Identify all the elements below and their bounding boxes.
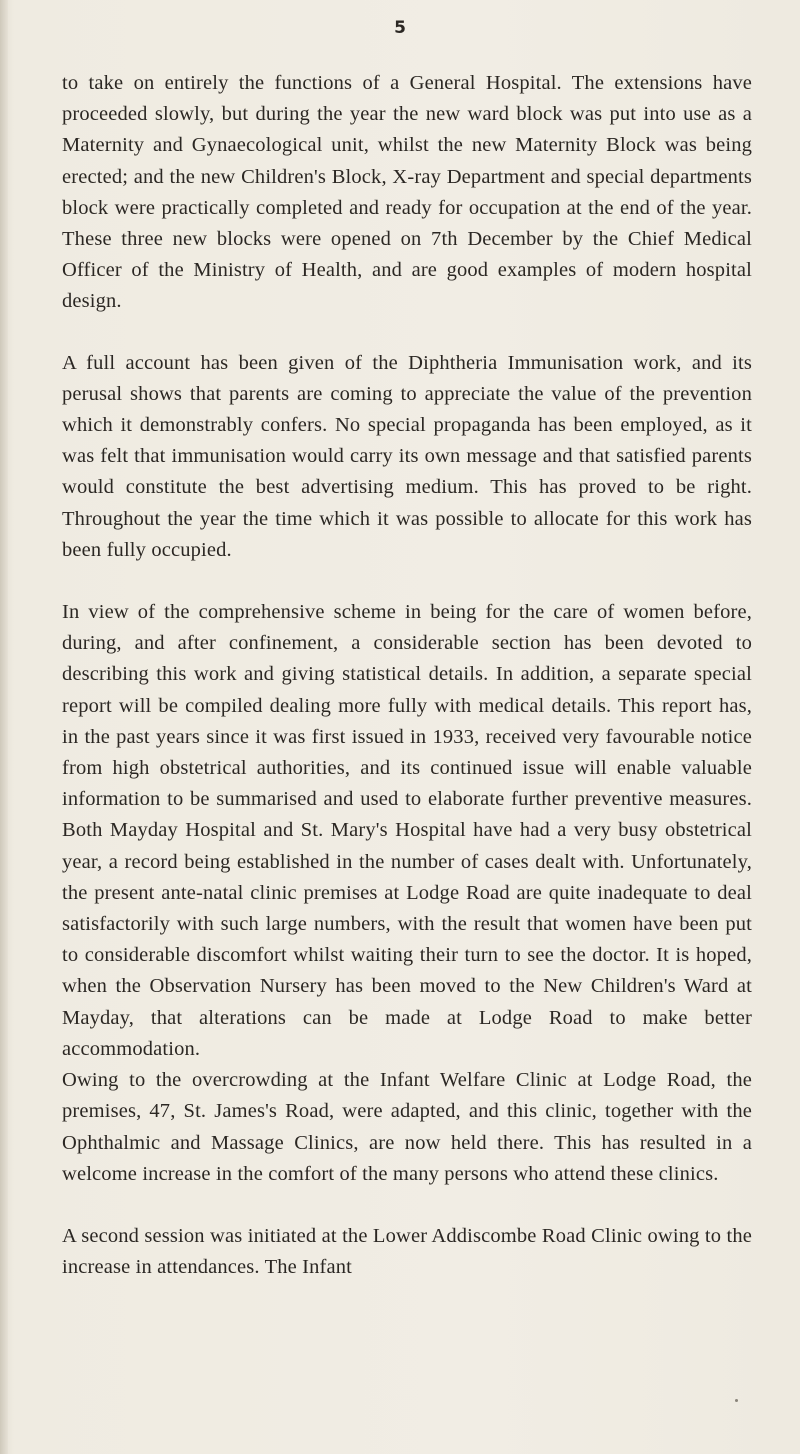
paragraph-spacer xyxy=(62,566,752,597)
paragraph-spacer xyxy=(62,318,752,348)
paragraph-diphtheria-immunisation: A full account has been given of the Diphtheria Immunisation work, and its perusal shows that parents are coming to appreciate the value of the prevention which it demonstrably confers. No special propaganda has been employed, as it was felt that immunisation would carry its own message and that satisfied parents would constitute the best advertising medium. This has proved to be right. Throughout the year the time which it was possible to allocate for this work has been fully occupied. xyxy=(62,351,752,561)
paragraph-infant-welfare-clinic: Owing to the overcrowding at the Infant Welfare Clinic at Lodge Road, the premises, 47, St. James's Road, were adapted, and this clinic, together with the Ophthalmic and Massage Clinics, are now held there. This has resulted in a welcome increase in the comfort of the many persons who attend these clinics. xyxy=(62,1069,752,1185)
page-number: 5 xyxy=(394,18,406,38)
print-speck xyxy=(735,1399,738,1402)
paragraph-maternity-care: In view of the comprehensive scheme in being for the care of women before, during, and after confinement, a considerable section has been devoted to describing this work and giving statistical details. In addition, a separate special report will be compiled dealing more fully with medical details. This report has, in the past years since it was first issued in 1933, received very favourable notice from high obstetrical authorities, and its continued issue will enable valuable information to be summarised and used to elaborate further preventive measures. Both Mayday Hospital and St. Mary's Hospital have had a very busy obstetrical year, a record being established in the number of cases dealt with. Unfortunately, the present ante-natal clinic premises at Lodge Road are quite inadequate to deal satisfactorily with such large numbers, with the result that women have been put to considerable discomfort whilst waiting their turn to see the doctor. It is hoped, when the Observation Nursery has been moved to the New Children's Ward at Mayday, that alterations can be made at Lodge Road to make better accommodation. xyxy=(62,601,752,1060)
page-binding-edge xyxy=(0,0,8,1454)
paragraph-spacer xyxy=(62,1190,752,1221)
paragraph-hospital-extensions: to take on entirely the functions of a General Hospital. The extensions have proceeded slowly, but during the year the new ward block was put into use as a Maternity and Gynaecological unit, whilst the new Maternity Block was being erected; and the new Children's Block, X-ray Department and special departments block were practically completed and ready for occupation at the end of the year. These three new blocks were opened on 7th December by the Chief Medical Officer of the Ministry of Health, and are good examples of modern hospital design. xyxy=(62,72,752,313)
body-text xyxy=(62,68,752,1283)
paragraph-addiscombe-clinic: A second session was initiated at the Lower Addiscombe Road Clinic owing to the increase in attendances. The Infant xyxy=(62,1224,752,1279)
